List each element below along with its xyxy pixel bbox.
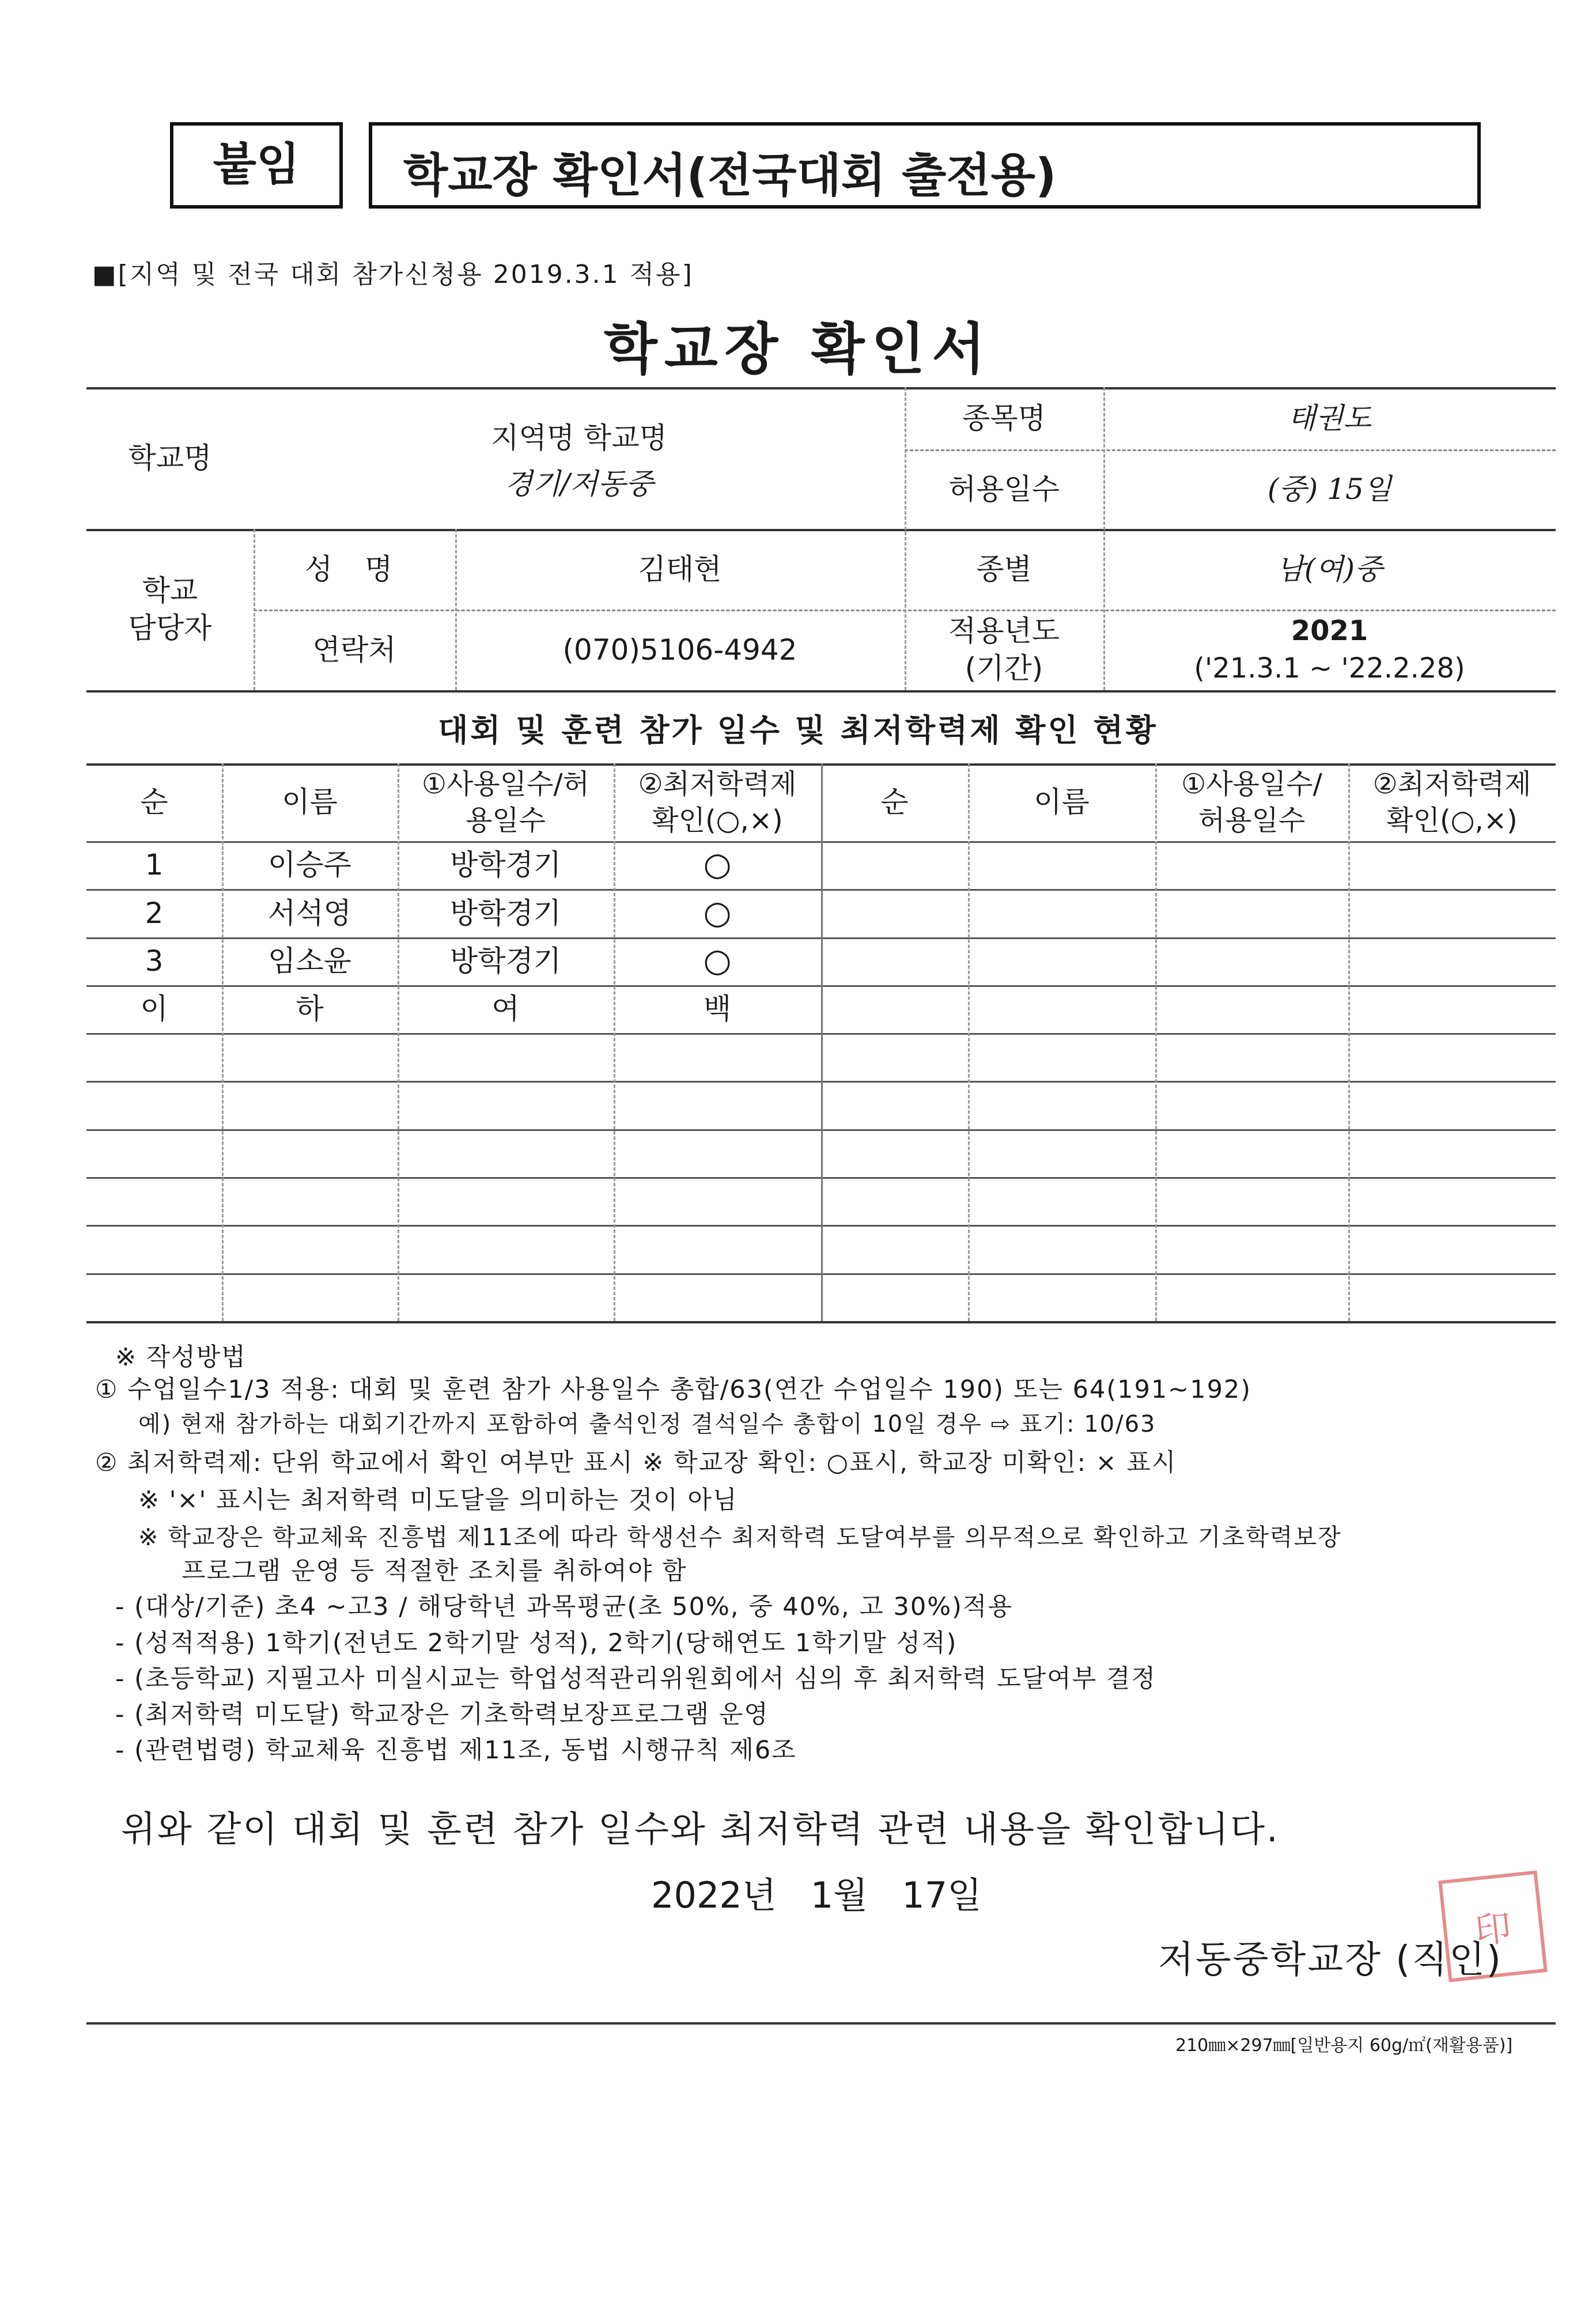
name-label: 성 명 <box>304 552 404 586</box>
col-header-check-2: ②최저학력제 확인(○,×) <box>1372 768 1531 837</box>
note-line: ※ 학교장은 학교체육 진흥법 제11조에 따라 학생선수 최저학력 도달여부를 의무적으로 확인하고 기초학력보장 <box>138 1523 1342 1551</box>
allowed-label: 허용일수 <box>948 472 1060 506</box>
table-cell: 여 <box>491 992 520 1026</box>
table-cell: 이 <box>140 992 168 1026</box>
footer-paper-spec: 210㎜×297㎜[일반용지 60g/㎡(재활용품)] <box>1175 2036 1513 2056</box>
gender-label: 종별 <box>976 552 1032 586</box>
note-line: - (초등학교) 지필고사 미실시교는 학업성적관리위원회에서 심의 후 최저학력 도달여부 결정 <box>115 1664 1156 1693</box>
table-cell: 2 <box>145 896 164 930</box>
table-cell: 이승주 <box>268 848 351 881</box>
col-header-days: ①사용일수/허 용일수 <box>421 768 590 837</box>
note-line: - (성적적용) 1학기(전년도 2학기말 성적), 2학기(당해연도 1학기말 성적) <box>115 1629 958 1658</box>
status-title: 대회 및 훈련 참가 일수 및 최저학력제 확인 현황 <box>438 712 1158 748</box>
note-line: 예) 현재 참가하는 대회기간까지 포함하여 출석인정 결석일수 총합이 10일 경우 ⇨ 표기: 10/63 <box>138 1411 1156 1437</box>
check-mark: ○ <box>703 894 732 932</box>
subtitle: ■[지역 및 전국 대회 참가신청용 2019.3.1 적용] <box>92 260 694 289</box>
official-seal-icon: 印 <box>1438 1870 1548 1982</box>
doc-label: 학교장 확인서(전국대회 출전용) <box>403 149 1057 202</box>
table-cell: 백 <box>703 992 732 1026</box>
school-sub-label: 지역명 학교명 <box>491 421 667 455</box>
contact-value: (070)5106-4942 <box>562 633 797 667</box>
status-divider <box>1348 763 1350 1321</box>
signature: 저동중학교장 (직인) <box>1158 1939 1503 1981</box>
col-header-days-2: ①사용일수/ 허용일수 <box>1181 768 1322 837</box>
status-line-bottom <box>86 1321 1556 1323</box>
gender-value: 남(여)중 <box>1276 552 1383 586</box>
note-line: ② 최저학력제: 단위 학교에서 확인 여부만 표시 ※ 학교장 확인: ○표시, 학교장 미확인: × 표시 <box>95 1448 1177 1477</box>
col-header-name: 이름 <box>282 785 338 819</box>
table-cell: 방학경기 <box>449 896 562 930</box>
check-mark: ○ <box>703 846 732 884</box>
note-line: ① 수업일수1/3 적용: 대회 및 훈련 참가 사용일수 총합/63(연간 수업일수 190) 또는 64(191~192) <box>95 1375 1252 1404</box>
name-value: 김태현 <box>638 552 722 586</box>
notes-heading: ※ 작성방법 <box>115 1343 247 1372</box>
school-value: 경기/저동중 <box>504 467 654 501</box>
table-cell: 1 <box>145 848 164 881</box>
table-cell: 방학경기 <box>449 944 562 978</box>
school-label: 학교명 <box>128 441 212 475</box>
attach-label: 붙임 <box>213 139 300 191</box>
allowed-value: (중) 15일 <box>1267 472 1392 506</box>
col-header-name-2: 이름 <box>1034 785 1090 819</box>
table-cell: 임소윤 <box>268 944 351 978</box>
status-divider <box>1155 763 1157 1321</box>
col-header-check: ②최저학력제 확인(○,×) <box>638 768 797 837</box>
status-center-divider <box>821 763 823 1321</box>
table-cell: 하 <box>296 992 324 1026</box>
note-line: - (대상/기준) 초4 ~고3 / 해당학년 과목평균(초 50%, 중 40%, 고 30%)적용 <box>115 1592 1013 1621</box>
table-cell: 3 <box>145 944 164 978</box>
year-label: 적용년도 (기간) <box>948 614 1060 685</box>
note-line: ※ '×' 표시는 최저학력 미도달을 의미하는 것이 아님 <box>138 1486 738 1515</box>
status-divider <box>968 763 970 1321</box>
confirm-statement: 위와 같이 대회 및 훈련 참가 일수와 최저학력 관련 내용을 확인합니다. <box>121 1808 1280 1850</box>
check-mark: ○ <box>703 942 732 980</box>
year-value: 2021 <box>1291 614 1368 647</box>
table-cell: 방학경기 <box>449 848 562 881</box>
contact-label: 연락처 <box>312 633 396 667</box>
note-line: - (관련법령) 학교체육 진흥법 제11조, 동법 시행규칙 제6조 <box>115 1736 797 1765</box>
sport-value: 태권도 <box>1288 401 1371 435</box>
col-header-order: 순 <box>140 785 168 819</box>
table-cell: 서석영 <box>268 896 351 930</box>
page-title: 학교장 확인서 <box>604 317 992 381</box>
confirm-date: 2022년 1월 17일 <box>651 1874 982 1916</box>
manager-label: 학교 담당자 <box>128 574 212 645</box>
footer-line <box>86 2022 1556 2025</box>
info-line-bottom <box>86 690 1556 693</box>
note-line: 프로그램 운영 등 적절한 조치를 취하여야 함 <box>181 1557 687 1586</box>
col-header-order-2: 순 <box>880 785 909 819</box>
period-value: ('21.3.1 ~ '22.2.28) <box>1194 652 1465 684</box>
sport-label: 종목명 <box>962 401 1046 435</box>
note-line: - (최저학력 미도달) 학교장은 기초학력보장프로그램 운영 <box>115 1700 769 1729</box>
